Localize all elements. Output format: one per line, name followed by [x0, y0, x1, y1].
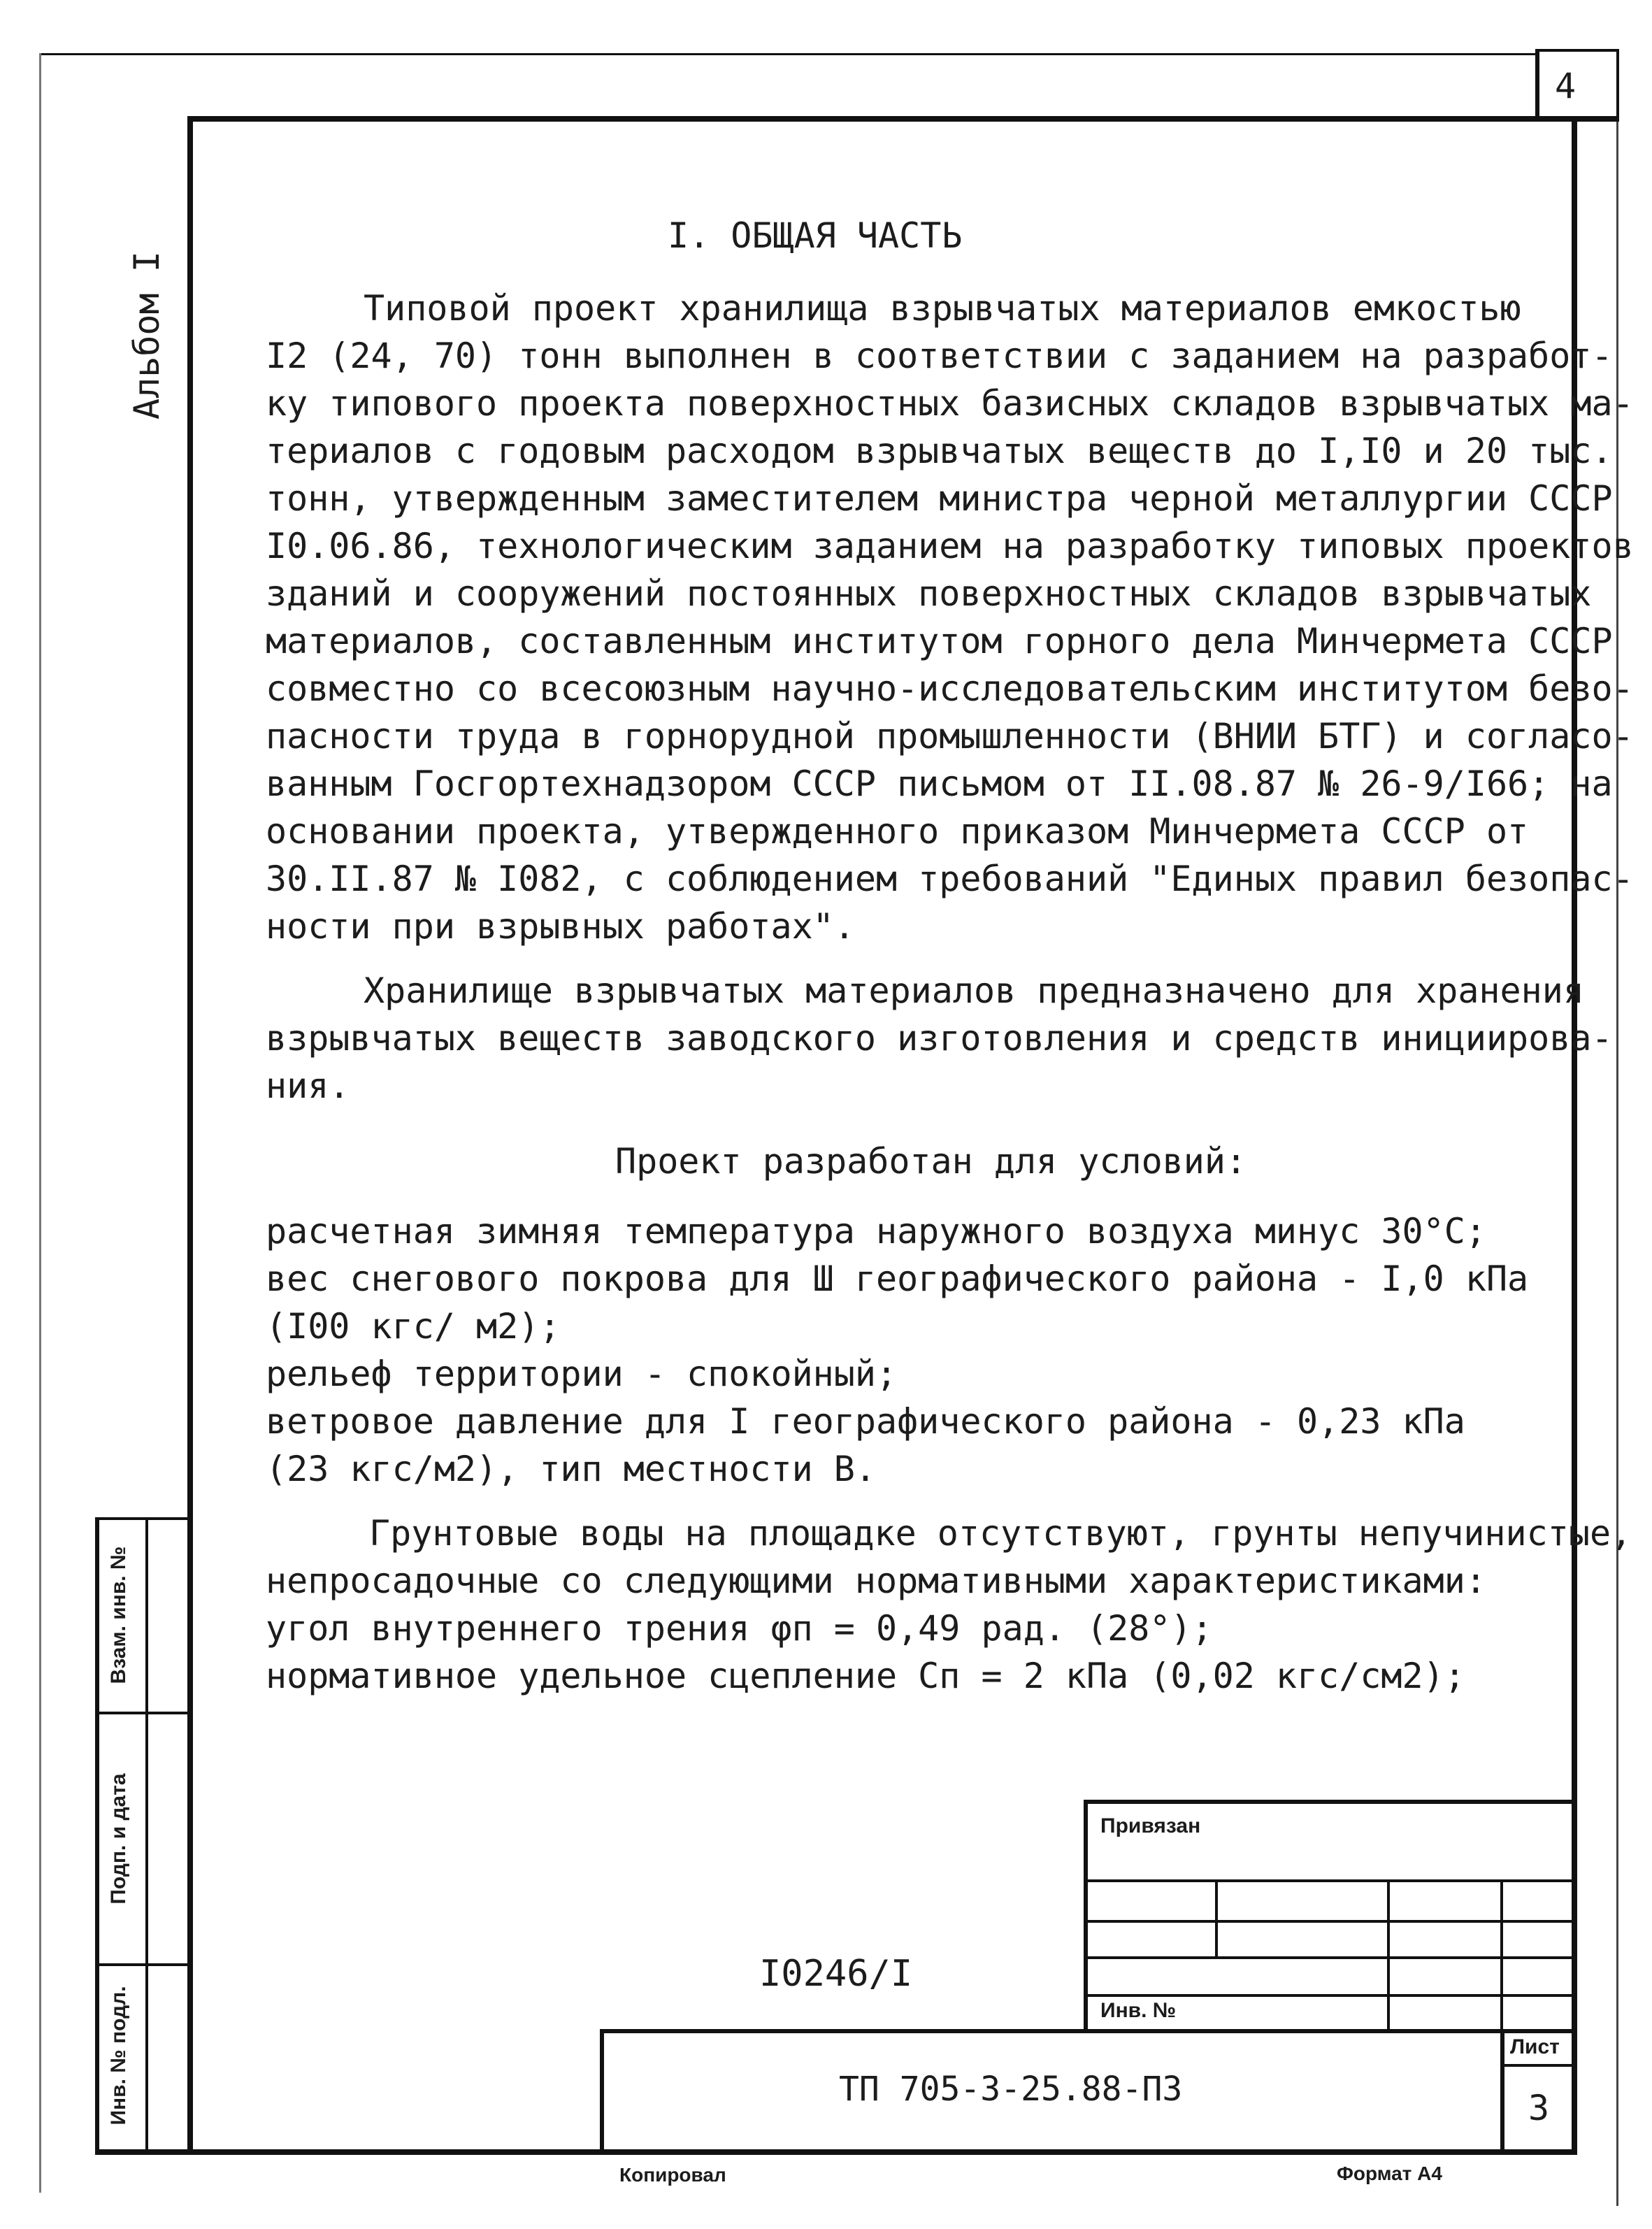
stamp-sheet-label: Лист [1510, 2035, 1560, 2058]
stamp-line [1084, 1956, 1577, 1959]
text-line: угол внутреннего трения φп = 0,49 рад. (28°); [266, 1608, 1213, 1649]
condition-line: ветровое давление для I географического района - 0,23 кПа [266, 1401, 1465, 1442]
text-line: Хранилище взрывчатых материалов предназначено для хранения [364, 970, 1584, 1011]
doc-code: ТП 705-3-25.88-ПЗ [839, 2070, 1183, 2109]
text-line: ку типового проекта поверхностных базисных складов взрывчатых ма- [266, 383, 1634, 424]
text-line: непросадочные со следующими нормативными характеристиками: [266, 1561, 1486, 1601]
side-stamp-row1 [95, 1712, 190, 1714]
side-stamp-left [95, 1517, 99, 2155]
stamp-line [600, 2029, 1577, 2033]
text-line: зданий и сооружений постоянных поверхностных складов взрывчатых [266, 573, 1592, 614]
text-line: ванным Госгортехнадзором СССР письмом от II.08.87 № 26-9/I66; на [266, 764, 1613, 804]
stamp-line [1084, 1920, 1577, 1923]
side-stamp-inv-podl: Инв. № подл. [107, 1986, 130, 2126]
corner-box-left [1535, 49, 1539, 119]
text-line: Типовой проект хранилища взрывчатых материалов емкостью [364, 288, 1521, 329]
stamp-line [1084, 1800, 1577, 1804]
text-line: нормативное удельное сцепление Сп = 2 кПа (0,02 кгс/см2); [266, 1656, 1465, 1696]
condition-line: (23 кгс/м2), тип местности В. [266, 1449, 876, 1489]
stamp-line [1215, 1879, 1218, 1959]
main-frame-top [187, 116, 1619, 122]
side-stamp-vzam-inv: Взам. инв. № [107, 1546, 130, 1684]
text-line: ности при взрывных работах". [266, 906, 855, 947]
album-label: Альбом I [127, 251, 167, 420]
corner-box-top [1535, 49, 1619, 52]
stamp-line [1387, 1879, 1390, 2033]
corner-box-right [1616, 49, 1619, 119]
condition-line: вес снегового покрова для Ш географического района - I,0 кПа [266, 1259, 1529, 1299]
stamp-privyazan: Привязан [1100, 1814, 1201, 1837]
text-line: материалов, составленным институтом горного дела Минчермета СССР [266, 621, 1613, 661]
outer-frame-top [39, 53, 1535, 55]
text-line: Грунтовые воды на площадке отсутствуют, грунты непучинистые, [369, 1513, 1632, 1554]
conditions-heading: Проект разработан для условий: [615, 1141, 1247, 1182]
stamp-line [1500, 1879, 1503, 2033]
main-frame-bottom [95, 2149, 1577, 2155]
condition-line: (I00 кгс/ м2); [266, 1306, 561, 1347]
condition-line: рельеф территории - спокойный; [266, 1354, 898, 1394]
stamp-line [1084, 1994, 1577, 1997]
stamp-line [1084, 1879, 1577, 1882]
stamp-line [600, 2029, 604, 2155]
sheet-corner-number: 4 [1555, 66, 1576, 106]
condition-line: расчетная зимняя температура наружного воздуха минус 30°С; [266, 1211, 1486, 1252]
footer-copied: Копировал [619, 2164, 726, 2186]
section-title: I. ОБЩАЯ ЧАСТЬ [668, 215, 963, 256]
text-line: тонн, утвержденным заместителем министра черной металлургии СССР [266, 478, 1613, 519]
stamp-sheet-number: 3 [1528, 2088, 1550, 2128]
text-line: 30.II.87 № I082, с соблюдением требований "Единых правил безопас- [266, 859, 1634, 899]
stamp-line [1084, 1800, 1088, 2033]
stamp-line [1500, 2064, 1577, 2067]
text-line: I2 (24, 70) тонн выполнен в соответствии с заданием на разработ- [266, 336, 1613, 376]
outer-frame-left [39, 53, 41, 2193]
footer-format: Формат А4 [1337, 2163, 1442, 2184]
stamp-inv-no: Инв. № [1100, 1999, 1177, 2022]
inventory-code: I0246/I [759, 1953, 913, 1995]
side-stamp-top [95, 1517, 190, 1520]
text-line: I0.06.86, технологическим заданием на разработку типовых проектов [266, 526, 1634, 566]
text-line: пасности труда в горнорудной промышленности (ВНИИ БТГ) и согласо- [266, 716, 1634, 757]
side-stamp-podp-data: Подп. и дата [107, 1773, 130, 1905]
main-frame-left [187, 116, 193, 2155]
text-line: совместно со всесоюзным научно-исследовательским институтом безо- [266, 668, 1634, 709]
text-line: взрывчатых веществ заводского изготовления и средств инициирова- [266, 1018, 1613, 1059]
stamp-line [1500, 2029, 1504, 2155]
text-line: основании проекта, утвержденного приказом Минчермета СССР от [266, 811, 1529, 852]
outer-frame-right [1616, 115, 1618, 2206]
text-line: териалов с годовым расходом взрывчатых веществ до I,I0 и 20 тыс. [266, 431, 1613, 471]
side-stamp-divider [145, 1517, 148, 2155]
text-line: ния. [266, 1066, 350, 1106]
